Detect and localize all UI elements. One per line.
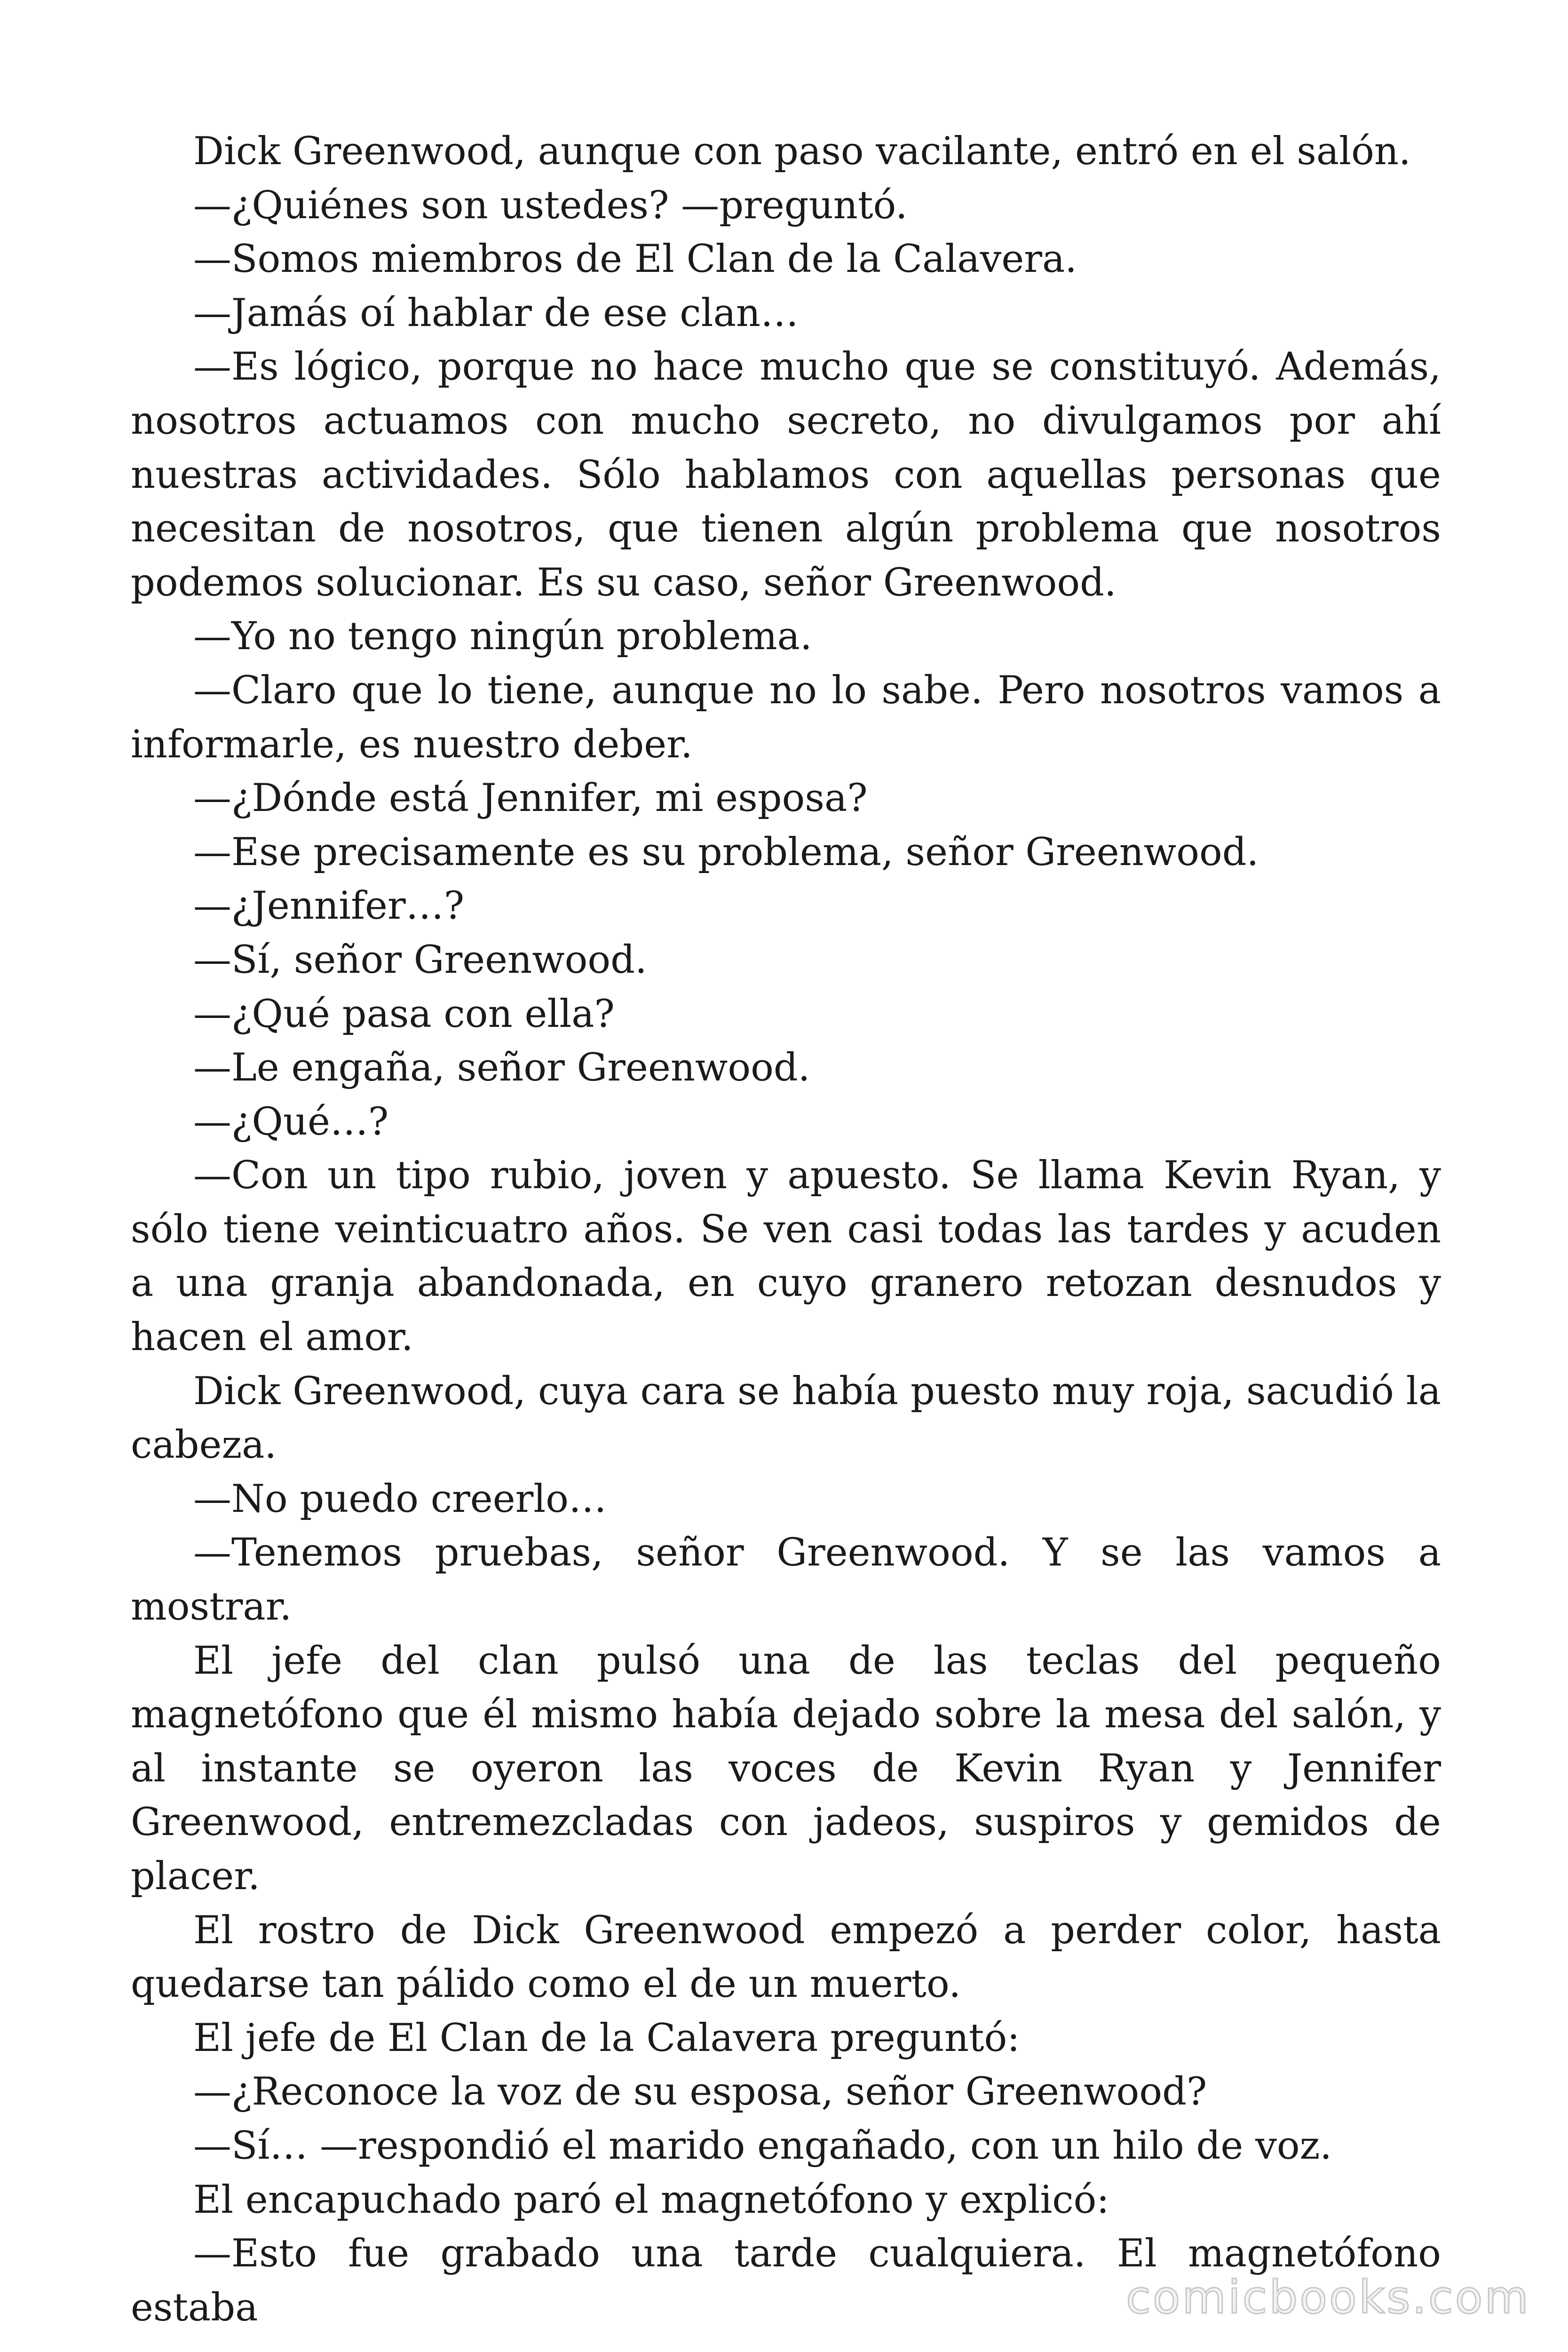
paragraph: El rostro de Dick Greenwood empezó a perder color, hasta quedarse tan pálido como el de un muerto. xyxy=(131,1908,1441,2007)
paragraph: —¿Dónde está Jennifer, mi esposa? xyxy=(193,776,868,821)
paragraph: —Ese precisamente es su problema, señor Greenwood. xyxy=(193,830,1259,874)
paragraph: Dick Greenwood, aunque con paso vacilante, entró en el salón. xyxy=(193,129,1411,174)
paragraph: —Yo no tengo ningún problema. xyxy=(193,614,812,659)
paragraph: Dick Greenwood, cuya cara se había puesto muy roja, sacudió la cabeza. xyxy=(131,1369,1441,1468)
paragraph: —Claro que lo tiene, aunque no lo sabe. Pero nosotros vamos a informarle, es nuestro deber. xyxy=(131,668,1441,767)
page-text-body xyxy=(131,125,1441,2335)
paragraph: El jefe del clan pulsó una de las teclas del pequeño magnetófono que él mismo había dejado sobre la mesa del salón, y al instante se oyeron las voces de Kevin Ryan y Jennifer Greenwood, entremezcladas con jadeos, suspiros y gemidos de placer. xyxy=(131,1638,1441,1899)
paragraph: —No puedo creerlo… xyxy=(193,1477,607,1521)
watermark: comicbooks.com xyxy=(1125,2271,1530,2324)
paragraph: —Tenemos pruebas, señor Greenwood. Y se las vamos a mostrar. xyxy=(131,1531,1441,1629)
paragraph: —Esto fue grabado una tarde cualquiera. El magnetófono estaba xyxy=(131,2232,1441,2330)
paragraph: —¿Qué…? xyxy=(193,1099,389,1144)
paragraph: —Sí, señor Greenwood. xyxy=(193,938,647,982)
paragraph: —Le engaña, señor Greenwood. xyxy=(193,1046,810,1090)
paragraph: El encapuchado paró el magnetófono y explicó: xyxy=(193,2177,1109,2222)
paragraph: —Somos miembros de El Clan de la Calavera. xyxy=(193,237,1077,282)
paragraph: —¿Jennifer…? xyxy=(193,884,465,929)
paragraph: —¿Reconoce la voz de su esposa, señor Greenwood? xyxy=(193,2070,1207,2114)
paragraph: —Es lógico, porque no hace mucho que se constituyó. Además, nosotros actuamos con mucho secreto, no divulgamos por ahí nuestras actividades. Sólo hablamos con aquellas personas que necesitan de nosotros, que tienen algún problema que nosotros podemos solucionar. Es su caso, señor Greenwood. xyxy=(131,345,1441,605)
paragraph: —¿Quiénes son ustedes? —preguntó. xyxy=(193,183,908,228)
paragraph: —Sí… —respondió el marido engañado, con un hilo de voz. xyxy=(193,2123,1332,2168)
paragraph: —Con un tipo rubio, joven y apuesto. Se llama Kevin Ryan, y sólo tiene veinticuatro años. Se ven casi todas las tardes y acuden a una granja abandonada, en cuyo granero retozan desnudos y hacen el amor. xyxy=(131,1153,1441,1360)
paragraph: El jefe de El Clan de la Calavera preguntó: xyxy=(193,2016,1020,2060)
paragraph: —Jamás oí hablar de ese clan… xyxy=(193,291,799,335)
paragraph: —¿Qué pasa con ella? xyxy=(193,992,615,1036)
